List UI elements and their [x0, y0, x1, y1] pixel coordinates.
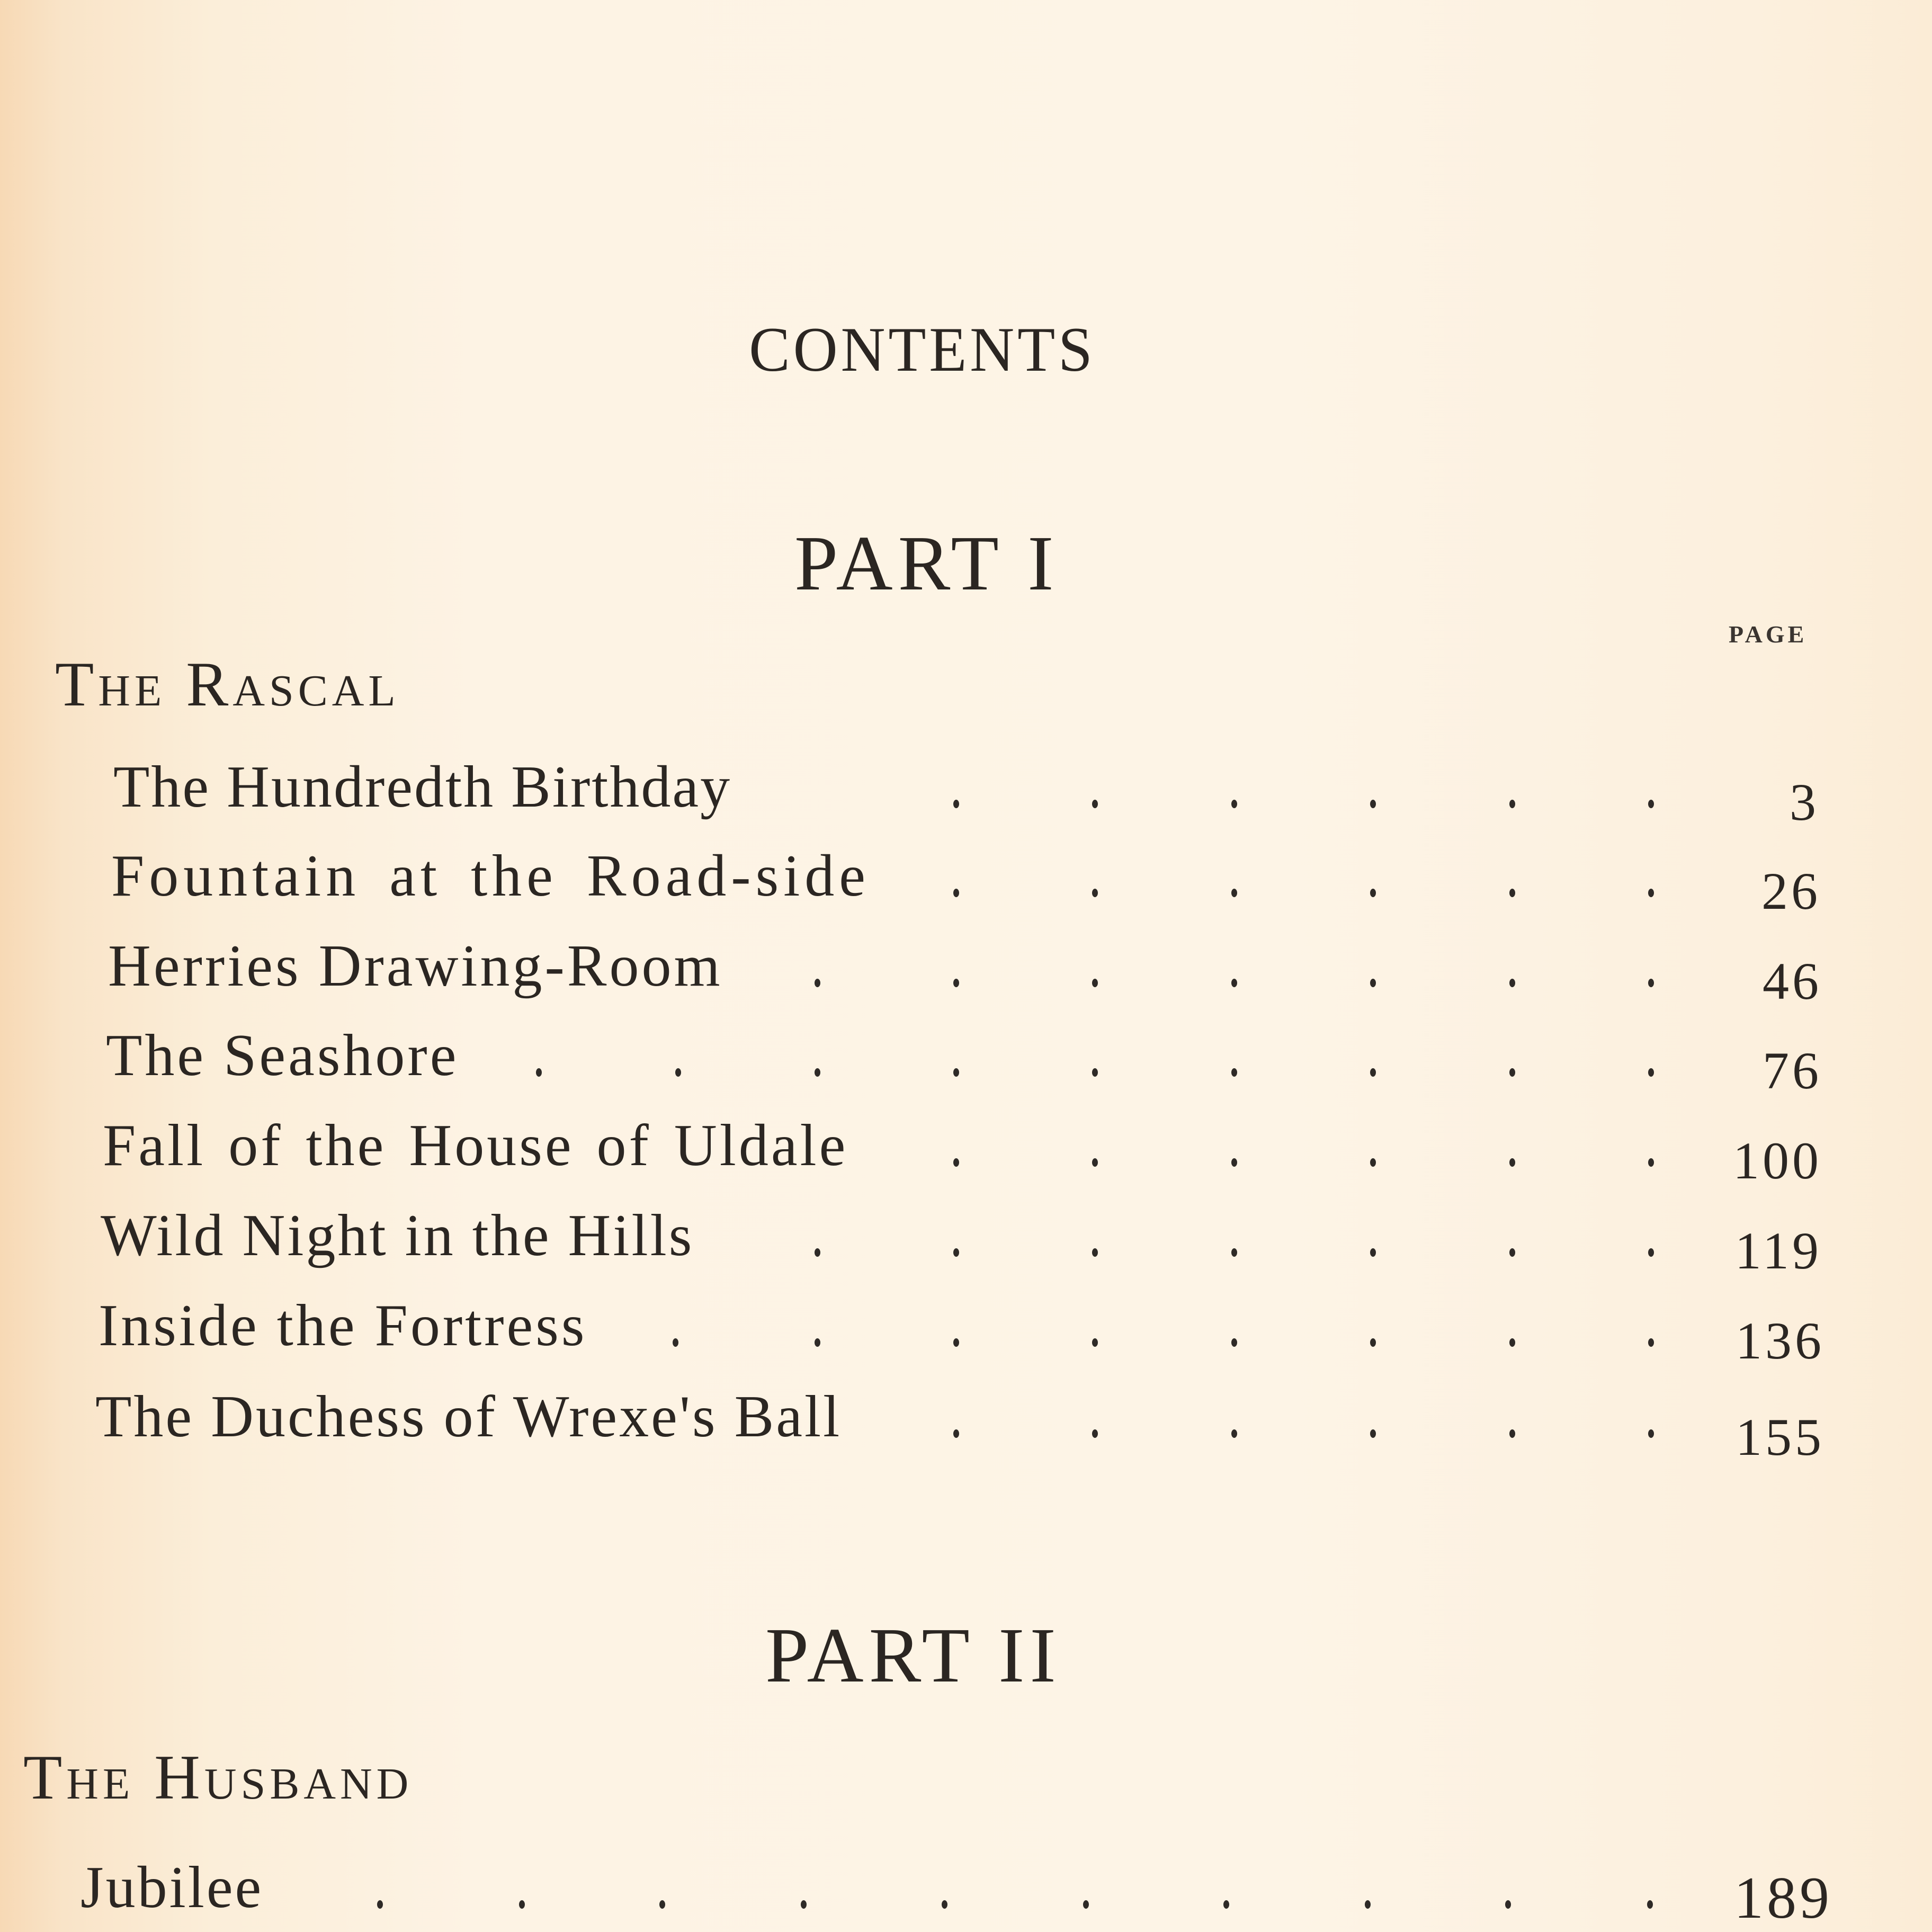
entry-page-number: 26 [1761, 862, 1821, 920]
entry-page-number: 76 [1763, 1041, 1822, 1100]
entry-title: The Duchess of Wrexe's Ball [95, 1384, 842, 1450]
entry-title: Jubilee [80, 1855, 264, 1920]
entry-page-number: 46 [1763, 952, 1822, 1010]
part-2-heading: PART II [765, 1612, 1061, 1699]
entry-page-number: 100 [1733, 1131, 1822, 1190]
part-1-heading: PART I [794, 520, 1059, 607]
entry-title: Inside the Fortress [99, 1293, 587, 1358]
entry-title: Wild Night in the Hills [101, 1203, 694, 1268]
entry-title: Herries Drawing-Room [108, 933, 723, 999]
entry-page-number: 189 [1734, 1865, 1832, 1931]
entry-title: Fall of the House of Uldale [103, 1113, 848, 1178]
entry-title: The Seashore [106, 1023, 459, 1088]
contents-title: CONTENTS [749, 314, 1096, 384]
section-heading-the-rascal: The Rascal [55, 649, 400, 719]
entry-title: The Hundredth Birthday [113, 754, 732, 820]
entry-title: Fountain at the Road-side [111, 843, 871, 909]
toc-entry[interactable] [0, 754, 1932, 831]
entry-page-number: 3 [1790, 773, 1819, 831]
entry-page-number: 119 [1734, 1221, 1822, 1280]
toc-entry[interactable] [0, 1384, 1932, 1466]
entry-page-number: 155 [1736, 1408, 1824, 1466]
page-column-label: PAGE [1729, 621, 1808, 648]
section-heading-the-husband: The Husband [23, 1742, 413, 1812]
toc-entry[interactable] [0, 933, 1932, 1010]
toc-entry[interactable] [0, 843, 1932, 920]
entry-page-number: 136 [1736, 1311, 1824, 1370]
